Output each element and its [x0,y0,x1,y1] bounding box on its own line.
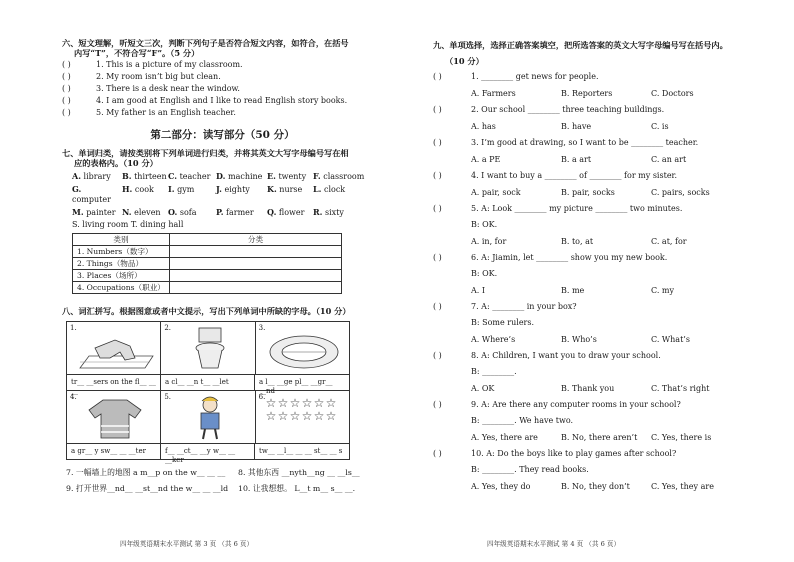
answer-paren[interactable]: ( ) [433,449,442,458]
word-text: sixty [324,208,344,218]
question-item [433,203,772,216]
answer-option[interactable]: B. have [561,121,592,131]
option-row [471,481,772,493]
question-item [433,350,772,363]
multiple-choice-list [433,71,772,493]
picture-number: 4. [70,393,77,402]
judgement-item [62,95,383,107]
playground-picture [266,328,342,372]
answer-paren[interactable]: ( ) [433,72,442,81]
question-item [433,448,772,461]
word-text: machine [227,172,263,182]
question-text: 1. ________ get news for people. [471,72,599,81]
answer-option[interactable]: B. to, at [561,236,594,246]
answer-option[interactable]: B. Reporters [561,88,613,98]
word-item [168,184,216,205]
section9-title-line1: 九、单项选择，选择正确答案填空，把所选答案的英文大写字母编号写在括号内。 [433,40,728,50]
word-key: E. [267,171,276,182]
answer-option[interactable]: C. is [651,121,669,131]
answer-option[interactable]: A. OK [471,383,495,393]
section7-title-line1: 七、单词归类，请按类别将下列单词进行归类，并将其英文大写字母编号写在相 [62,147,349,158]
option-row [471,236,772,248]
word-text: twenty [278,172,307,182]
question-text: 9. A: Are there any computer rooms in your school? [471,400,681,409]
question-text: 4. I want to buy a ________ of ________ for my sister. [471,171,678,180]
picture-number: 3. [258,324,266,333]
answer-paren[interactable]: ( ) [62,71,71,81]
word-key: H. [122,184,133,195]
word-key: P. [216,207,224,218]
judgement-text: 2. My room isn’t big but clean. [96,71,221,81]
word-item [216,184,267,205]
word-text: painter [86,208,116,218]
option-row [471,154,772,166]
picture-grid [66,321,350,465]
question-item [433,104,772,117]
word-item [267,171,313,182]
star-icon: ☆ [289,396,301,411]
star-icon: ☆ [313,396,325,411]
question-text: 3. I’m good at drawing, so I want to be ________ teacher. [471,138,699,147]
question-item [433,399,772,412]
picture-cell [161,391,255,443]
answer-paren[interactable]: ( ) [433,105,442,114]
table-header-classify: 分类 [170,234,342,246]
classification-table [72,233,342,294]
star-icon: ☆ [301,409,313,424]
picture-cell [161,322,255,374]
word-item [267,184,313,205]
factory-worker-picture [185,395,235,441]
page-footer: 四年级英语期末水平测试 第 4 页 （共 6 页） [487,539,621,548]
question-item [433,301,772,314]
option-row [471,187,772,199]
answer-paren[interactable]: ( ) [433,351,442,360]
answer-option[interactable]: C. Yes, there is [651,432,712,442]
question-response: B: OK. [471,268,498,278]
spelling-blank[interactable]: f__ __ct__ __y w__ __ __ker [161,444,255,459]
answer-paren[interactable]: ( ) [433,204,442,213]
answer-option[interactable]: B. Thank you [561,383,615,393]
answer-paren[interactable]: ( ) [433,400,442,409]
star-icon: ☆ [277,409,289,424]
answer-paren[interactable]: ( ) [433,302,442,311]
grey-sweater-picture [85,396,145,440]
judgement-text: 4. I am good at English and I like to read English story books. [96,95,348,105]
option-row [471,285,772,297]
answer-option[interactable]: A. Farmers [471,88,516,98]
spelling-blank[interactable]: tr__ __sers on the fl__ __ __ [67,375,161,390]
star-icon: ☆ [277,396,289,411]
word-item [216,171,267,182]
word-item [168,171,216,182]
judgement-text: 1. This is a picture of my classroom. [96,59,243,69]
question-response: B: ________. We have two. [471,415,574,425]
word-item [122,184,168,205]
answer-paren[interactable]: ( ) [62,83,71,93]
picture-cell [67,391,161,443]
answer-option[interactable]: A. pair, sock [471,187,521,197]
star-icon: ☆ [325,409,337,424]
twelve-stars-picture [266,397,340,423]
star-icon: ☆ [289,409,301,424]
answer-option[interactable]: C. That’s right [651,383,710,393]
answer-option[interactable]: A. Yes, there are [471,432,538,442]
option-row [471,383,772,395]
spelling-blank[interactable]: a l__ __ge pl__ __gr__ __nd [259,378,333,396]
answer-option[interactable]: C. my [651,285,675,295]
question-item [433,71,772,84]
judgement-text: 5. My father is an English teacher. [96,107,236,117]
question-item [433,137,772,150]
word-item [122,207,168,218]
word-item [313,184,373,205]
answer-option[interactable]: C. at, for [651,236,687,246]
word-text: computer [72,195,111,205]
table-answer-cell[interactable] [170,258,342,270]
table-answer-cell[interactable] [170,270,342,282]
picture-cell [67,322,161,374]
section7-title-line2: 应的表格内。（10 分） [74,157,158,168]
word-item [216,207,267,218]
question-response: B: ________. [471,366,517,376]
question-item [433,170,772,183]
word-key: A. [72,171,81,182]
spelling-blank[interactable]: tw__ __l__ __ __ st__ __ s [259,447,343,456]
picture-cell [256,322,349,374]
table-header-category: 类别 [73,234,170,246]
question-text: 8. A: Children, I want you to draw your school. [471,351,661,360]
section6-title-line1: 六、短文理解，听短文三次，判断下列句子是否符合短文内容，如符合，在括号 [62,38,349,48]
table-answer-cell[interactable] [170,282,342,294]
option-row [471,432,772,444]
answer-paren[interactable]: ( ) [62,107,71,117]
word-key: K. [267,184,277,195]
word-text: flower [278,208,305,218]
word-item [313,207,373,218]
word-key: M. [72,207,84,218]
question-response: B: Some rulers. [471,317,535,327]
table-row-label: 3. Places（场所） [73,270,170,282]
word-key: J. [216,184,222,195]
word-text: farmer [226,208,254,218]
answer-option[interactable]: C. pairs, socks [651,187,710,197]
question-response: B: ________. They read books. [471,464,589,474]
table-row-label: 2. Things（物品） [73,258,170,270]
word-text: gym [177,185,195,195]
answer-option[interactable]: C. What’s [651,334,690,344]
word-text: eighty [224,185,250,195]
phrase-item[interactable]: 8. 其他东西 __nyth__ng __ __ls__ [238,468,360,478]
answer-option[interactable]: A. I [471,285,486,295]
section9-title-line2: （10 分） [445,56,484,67]
word-key: O. [168,207,178,218]
picture-cell [256,391,349,443]
spelling-blank[interactable]: a cl__ __n t__ __let [161,375,255,390]
star-icon: ☆ [301,396,313,411]
word-text: teacher [179,172,211,182]
table-row-label: 1. Numbers（数字） [73,246,170,258]
spelling-blank[interactable]: a gr__ y sw__ __ __ter [67,444,161,459]
picture-number: 5. [164,393,172,402]
phrase-item[interactable]: 7. 一幅墙上的地图 a m__p on the w__ __ __ [66,468,226,478]
word-text: clock [323,185,346,195]
answer-option[interactable]: B. pair, socks [561,187,615,197]
answer-paren[interactable]: ( ) [62,95,71,105]
option-row [471,121,772,133]
word-item [72,207,122,218]
word-key: I. [168,184,175,195]
judgement-item [62,83,383,95]
word-key: F. [313,171,321,182]
judgement-item [62,71,383,83]
word-text: nurse [279,185,303,195]
word-item [72,184,122,205]
page-footer: 四年级英语期末水平测试 第 3 页 （共 6 页） [120,539,254,548]
answer-option[interactable]: C. Doctors [651,88,694,98]
answer-option[interactable]: B. No, they don’t [561,481,630,491]
star-icon: ☆ [265,396,277,411]
word-item [313,171,373,182]
answer-option[interactable]: A. a PE [471,154,501,164]
right-page [397,0,794,562]
star-icon: ☆ [313,409,325,424]
star-icon: ☆ [325,396,337,411]
word-list [72,171,383,218]
word-text: thirteen [134,172,167,182]
judgement-item [62,107,383,119]
answer-option[interactable]: A. has [471,121,496,131]
word-key: Q. [267,207,277,218]
word-key: G. [72,184,82,195]
picture-number: 6. [258,393,266,402]
answer-paren[interactable]: ( ) [433,253,442,262]
question-text: 6. A: Jiamin, let ________ show you my new book. [471,253,668,262]
answer-paren[interactable]: ( ) [62,59,71,69]
word-key: C. [168,171,178,182]
word-text: eleven [134,208,161,218]
trousers-on-floor-picture [75,328,155,372]
word-item [72,171,122,182]
word-text: sofa [179,208,197,218]
question-text: 2. Our school ________ three teaching buildings. [471,105,665,114]
answer-option[interactable]: B. No, there aren’t [561,432,638,442]
word-item [267,207,313,218]
toilet-picture [181,326,241,372]
question-response: B: OK. [471,219,498,229]
word-text: library [83,172,111,182]
word-key: B. [122,171,132,182]
word-key: R. [313,207,323,218]
table-answer-cell[interactable] [170,246,342,258]
word-key: L. [313,184,322,195]
judgement-text: 3. There is a desk near the window. [96,83,240,93]
answer-option[interactable]: A. Yes, they do [471,481,531,491]
answer-option[interactable]: A. Where’s [471,334,516,344]
picture-number: 2. [164,324,172,333]
word-item [168,207,216,218]
option-row [471,334,772,346]
answer-option[interactable]: A. in, for [471,236,507,246]
answer-option[interactable]: B. Who’s [561,334,597,344]
phrase-item[interactable]: 10. 让我想想。 L__t m__ s__ __. [238,484,356,494]
phrase-item[interactable]: 9. 打开世界__nd__ __st__nd the w__ __ __ld [66,484,229,494]
question-text: 10. A: Do the boys like to play games after school? [471,449,677,458]
picture-number: 1. [70,324,77,333]
section6-title-line2: 内写“T”，不符合写“F”。（5 分） [74,48,200,59]
answer-paren[interactable]: ( ) [433,171,442,180]
word-text: classroom [323,172,365,182]
phrase-blanks [66,468,383,493]
word-key: N. [122,207,132,218]
option-row [471,88,772,100]
word-text: cook [134,185,154,195]
word-key: D. [216,171,226,182]
star-icon: ☆ [265,409,277,424]
table-row-label: 4. Occupations（职业） [73,282,170,294]
answer-option[interactable]: B. me [561,285,585,295]
word-item [122,171,168,182]
section8-title: 八、词汇拼写。根据图意或者中文提示，写出下列单词中所缺的字母。（10 分） [62,306,351,317]
answer-option[interactable]: B. a art [561,154,592,164]
question-item [433,252,772,265]
word-list-last: S. living room T. dining hall [72,220,184,230]
question-text: 5. A: Look ________ my picture ________ two minutes. [471,204,683,213]
answer-option[interactable]: C. Yes, they are [651,481,714,491]
judgement-item [62,59,383,71]
answer-paren[interactable]: ( ) [433,138,442,147]
question-text: 7. A: ________ in your box? [471,302,577,311]
part2-title: 第二部分：读写部分（50 分） [150,128,295,141]
section6-items [62,59,383,119]
answer-option[interactable]: C. an art [651,154,687,164]
